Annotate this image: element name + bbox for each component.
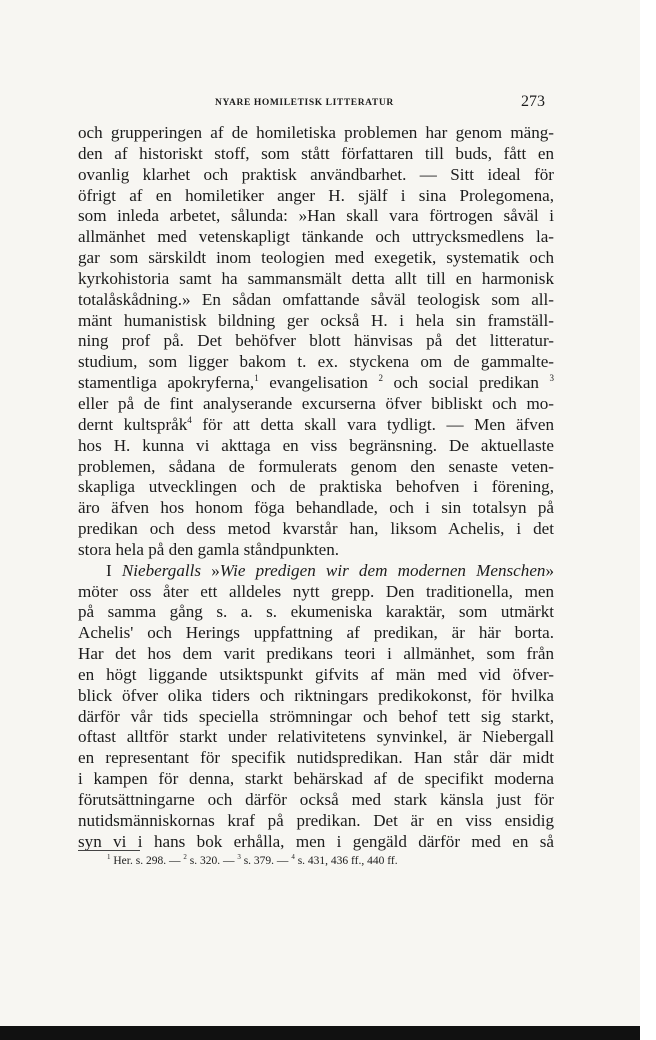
- text-line: förutsättningarne och därför också med stark känsla just för: [78, 790, 554, 809]
- text-line: syn vi i hans bok erhålla, men i gengäld därför med en så: [78, 831, 554, 851]
- text-segment: stamentliga apokryferna,: [78, 373, 255, 393]
- text-line: gar som särskildt inom teologien med exegetik, systematik och: [78, 248, 554, 268]
- text-line: den af historiskt stoff, som stått författaren till buds, fått en: [78, 143, 554, 163]
- text-line: Achelis' och Herings uppfattning af predikan, är här borta.: [78, 623, 554, 643]
- text-line: [78, 373, 554, 394]
- text-segment: för att detta skall vara tydligt. — Men äfven: [191, 414, 554, 434]
- text-line: problemen, sådana de formulerats genom den senaste veten-: [78, 456, 554, 476]
- text-line: och grupperingen af de homiletiska problemen har genom mäng-: [78, 123, 554, 142]
- text-segment: I: [106, 560, 122, 580]
- text-line: mänt humanistisk bildning ger också H. i hela sin framställ-: [78, 310, 554, 330]
- text-line: blick öfver olika tiders och riktningars predikokonst, för hvilka: [78, 685, 554, 705]
- footnote-text: s. 320. —: [186, 855, 238, 867]
- scan-edge: [0, 1026, 640, 1040]
- text-line: totalåskådning.» En sådan omfattande såväl teologisk som all-: [78, 289, 554, 309]
- text-line: ning prof på. Det behöfver blott hänvisas på det litteratur-: [78, 331, 554, 351]
- page-number: 273: [521, 93, 545, 110]
- text-segment: dernt kultspråk: [78, 414, 188, 434]
- text-line: ovanlig klarhet och praktisk användbarhet. — Sitt ideal för: [78, 164, 554, 184]
- text-line: en högt liggande utsiktspunkt gifvits af män med vid öfver-: [78, 664, 554, 684]
- footnote-rule: [78, 850, 140, 851]
- footnotes: [107, 855, 398, 867]
- text-line: oftast alltför starkt under relativitetens synvinkel, är Niebergall: [78, 727, 554, 747]
- text-line: som inleda arbetet, sålunda: »Han skall vara förtrogen såväl i: [78, 206, 554, 226]
- footnote-marker: 2: [378, 373, 383, 384]
- text-line: allmänhet med vetenskapligt tänkande och uttrycksmedlens la-: [78, 227, 554, 247]
- paragraph-start-line: [78, 561, 554, 582]
- footnote-marker: 1: [254, 373, 259, 384]
- text-line: öfrigt af en homiletiker anger H. själf i sina Prolegomena,: [78, 185, 554, 205]
- footnote-text: s. 379. —: [240, 855, 292, 867]
- text-line: äro äfven hos honom föga behandlade, och i sin totalsyn på: [78, 498, 554, 518]
- footnote-marker: 4: [187, 414, 192, 425]
- text-line: i kampen för denna, starkt behärskad af de specifikt moderna: [78, 769, 554, 789]
- text-line: Har det hos dem varit predikans teori i allmänhet, som från: [78, 644, 554, 664]
- footnote-marker: 3: [237, 853, 241, 861]
- text-line: en representant för specifik nutidspredikan. Han står där midt: [78, 748, 554, 768]
- text-line: skapliga utvecklingen och de praktiska behofven i förening,: [78, 477, 554, 497]
- text-line: kyrkohistoria samt ha sammansmält detta allt till en harmonisk: [78, 268, 554, 288]
- footnote-marker: 2: [183, 853, 187, 861]
- text-line: därför vår tids speciella strömningar och behof tett sig starkt,: [78, 706, 554, 726]
- text-line: hos H. kunna vi akttaga en viss begränsning. De aktuellaste: [78, 435, 554, 455]
- footnote-text: s. 431, 436 ff., 440 ff.: [294, 855, 398, 867]
- text-segment: och social predikan: [383, 373, 550, 393]
- text-line: nutidsmänniskornas kraf på predikan. Det är en viss ensidig: [78, 810, 554, 830]
- body-text: [78, 123, 554, 853]
- text-segment: evangelisation: [258, 373, 379, 393]
- footnote-marker: 1: [107, 853, 111, 861]
- text-line: möter oss åter ett alldeles nytt grepp. Den traditionella, men: [78, 581, 554, 601]
- text-line: [78, 415, 554, 436]
- book-title: Wie predigen wir dem modernen Menschen: [219, 560, 546, 580]
- author-name: Niebergalls: [121, 560, 202, 580]
- footnote-text: Her. s. 298. —: [110, 855, 184, 867]
- text-line: på samma gång s. a. s. ekumeniska karaktär, som utmärkt: [78, 602, 554, 622]
- text-segment: »: [201, 560, 220, 580]
- text-line: studium, som ligger bakom t. ex. styckena om de gammalte-: [78, 352, 554, 372]
- footnote-marker: 3: [549, 373, 555, 384]
- running-head: NYARE HOMILETISK LITTERATUR: [215, 98, 394, 108]
- text-line: predikan och dess metod kvarstår han, liksom Achelis, i det: [78, 519, 554, 539]
- paragraph-end-line: stora hela på den gamla ståndpunkten.: [78, 539, 340, 559]
- scan-margin: [640, 0, 656, 1040]
- text-segment: »: [545, 560, 554, 580]
- text-line: eller på de fint analyserande excurserna öfver bibliskt och mo-: [78, 393, 554, 413]
- footnote-marker: 4: [291, 853, 295, 861]
